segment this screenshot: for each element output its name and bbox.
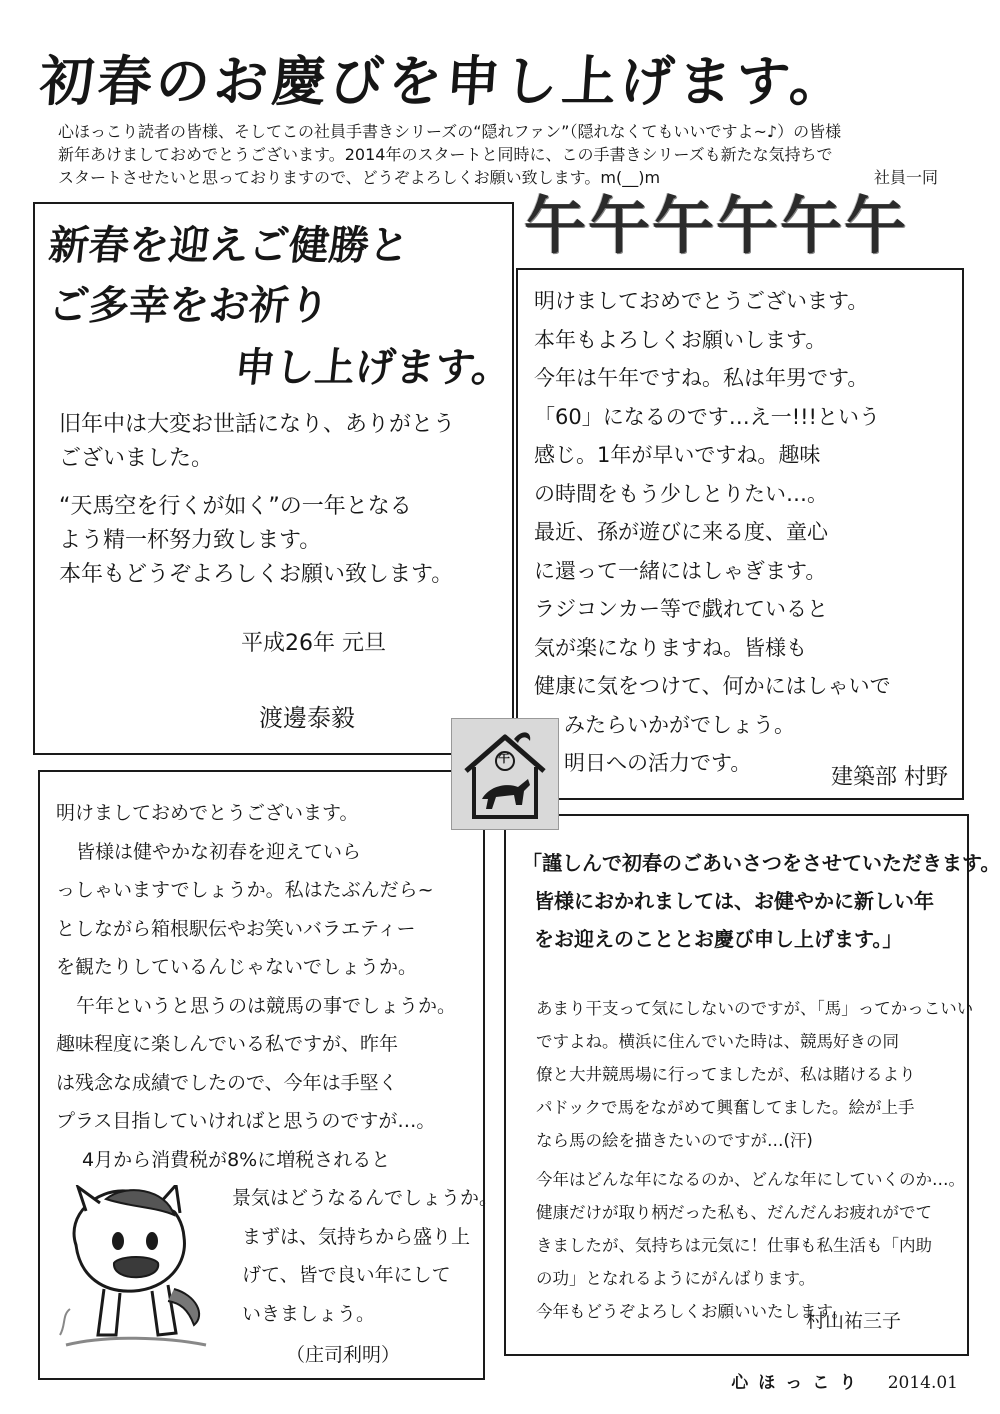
intro-line: 心ほっこり読者の皆様、そしてこの社員手書きシリーズの“隠れファン”（隠れなくてもいいですよ~♪）の皆様 [58, 122, 842, 141]
letter-author: 村山祐三子 [806, 1310, 902, 1332]
letter-line: なら馬の絵を描きたいのですが…(汗) [536, 1131, 813, 1150]
letter-line: きましたが、気持ちは元気に！仕事も私生活も「内助 [536, 1236, 932, 1255]
letter-line: 今年もどうぞよろしくお願いいたします。 [536, 1302, 849, 1321]
letter-headline: 新春を迎えご健勝と [46, 222, 412, 269]
letter-line: プラス目指していければと思うのですが…。 [56, 1110, 436, 1132]
intro-signature: 社員一同 [873, 168, 938, 187]
letter-body [534, 282, 891, 783]
letter-line: は残念な成績でしたので、今年は手堅く [56, 1071, 398, 1094]
letter-line: の功」となれるようにがんばります。 [536, 1269, 816, 1288]
intro-message [58, 120, 958, 189]
letter-line: 4月から消費税が8%に増税されると [82, 1148, 391, 1171]
letter-line: げて、皆で良い年にして [242, 1264, 451, 1286]
intro-line: スタートさせたいと思っておりますので、どうぞよろしくお願い致します。m(__)m [58, 168, 661, 187]
letter-line: まずは、気持ちから盛り上 [242, 1225, 471, 1248]
letter-line: 最近、孫が遊びに来る度、童心 [534, 520, 828, 544]
letter-line: よう精一杯努力致します。 [59, 528, 322, 553]
letter-line: っしゃいますでしょうか。私はたぶんだら~ [56, 879, 434, 901]
letter-body [59, 408, 455, 592]
letter-line: あまり干支って気にしないのですが、「馬」ってかっこいい [536, 999, 974, 1018]
letter-line: いきましょう。 [242, 1302, 376, 1325]
letter-body [536, 992, 973, 1328]
letter-headline [522, 844, 1000, 958]
letter-author: 建築部 村野 [831, 765, 948, 790]
pony-illustration [56, 1185, 216, 1355]
letter-line: に還って一緒にはしゃぎます。 [534, 558, 827, 583]
letter-line: 感じ。1年が早いですね。趣味 [534, 443, 821, 467]
letter-line: 明けましておめでとうございます。 [534, 289, 869, 313]
letter-author: （庄司利明） [286, 1344, 401, 1366]
letter-line: 健康だけが取り柄だった私も、だんだんお疲れがでて [536, 1203, 932, 1222]
letter-line: ございました。 [59, 446, 214, 471]
letter-line: 明日への活力です。 [564, 751, 752, 775]
letter-line: 「60」になるのです…え一!!!という [534, 404, 880, 429]
letter-line: 趣味程度に楽しんでいる私ですが、昨年 [56, 1033, 399, 1055]
letter-line: の時間をもう少しとりたい…。 [534, 481, 828, 506]
letter-line: としながら箱根駅伝やお笑いバラエティー [56, 917, 416, 940]
letter-line: パドックで馬をながめて興奮してました。絵が上手 [536, 1098, 915, 1117]
letter-line: 本年もどうぞよろしくお願い致します。 [59, 562, 454, 587]
letter-headline: ご多幸をお祈り [46, 282, 332, 329]
page-title: 初春のお慶びを申し上げます。 [37, 49, 850, 113]
letter-line: みたらいかがでしょう。 [564, 712, 795, 737]
letter-date: 平成26年 元旦 [241, 631, 386, 656]
footer [638, 1368, 958, 1398]
letter-line: 気が楽になりますね。皆様も [534, 635, 807, 660]
letter-line: ですよね。横浜に住んでいた時は、競馬好きの同 [536, 1032, 899, 1051]
letter-line: を観たりしているんじゃないでしょうか。 [56, 956, 418, 978]
zodiac-banner: 午午午午午午 [524, 189, 909, 262]
issue-date: 2014.01 [887, 1373, 958, 1393]
letter-line: 皆様は健やかな初春を迎えていら [76, 840, 362, 863]
newsletter-brand: 心ほっこり [731, 1373, 867, 1393]
letter-line: 「謹しんで初春のごあいさつをさせていただきます。 [522, 851, 1000, 875]
letter-line: 明けましておめでとうございます。 [56, 802, 359, 824]
horse-stamp [451, 718, 559, 830]
letter-line: をお迎えのこととお慶び申し上げます。」 [534, 927, 903, 951]
horse-house-icon [452, 719, 558, 829]
letter-line: 旧年中は大変お世話になり、ありがとう [59, 412, 456, 437]
letter-line: 午年というと思うのは競馬の事でしょうか。 [76, 994, 457, 1017]
letter-line: 今年はどんな年になるのか、どんな年にしていくのか…。 [536, 1170, 965, 1189]
intro-line: 新年あけましておめでとうございます。2014年のスタートと同時に、この手書きシリーズも新たな気持ちで [58, 145, 833, 164]
letter-line: 今年は午年ですね。私は年男です。 [534, 366, 869, 390]
stamp-glyph: 午 [498, 751, 511, 765]
letter-headline: 申し上げます。 [232, 344, 515, 391]
letter-author: 渡邊泰毅 [259, 704, 355, 732]
letter-top-left [33, 202, 514, 755]
letter-line: 健康に気をつけて、何かにはしゃいで [534, 674, 891, 698]
letter-line: “天馬空を行くが如く”の一年となる [59, 494, 412, 519]
letter-line: 皆様におかれましては、お健やかに新しい年 [534, 889, 934, 913]
letter-line: ラジコンカー等で戯れていると [534, 597, 828, 621]
letter-top-right [516, 268, 964, 800]
pony-icon [56, 1185, 216, 1355]
letter-line: 景気はどうなるんでしょうか。 [232, 1187, 499, 1209]
letter-line: 本年もよろしくお願いします。 [534, 327, 827, 352]
letter-line: 僚と大井競馬場に行ってましたが、私は賭けるより [536, 1065, 916, 1084]
letter-bottom-right [504, 814, 1000, 1356]
